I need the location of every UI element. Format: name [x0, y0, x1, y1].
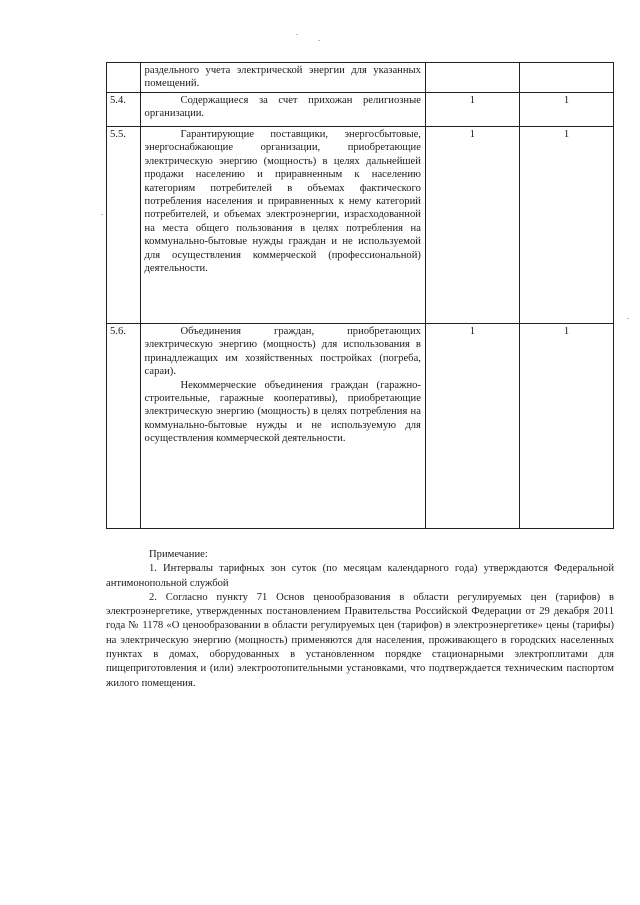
table-row: [107, 63, 614, 93]
scan-speck: [296, 34, 298, 35]
row-value-1: 1: [425, 324, 519, 529]
row-description: [140, 63, 425, 93]
row-number: 5.4.: [107, 93, 141, 127]
note-item-1: 1. Интервалы тарифных зон суток (по месяцам календарного года) утверждаются Федеральной антимонопольной службой: [106, 563, 614, 589]
table-row: [107, 127, 614, 324]
note-item-2: 2. Согласно пункту 71 Основ ценообразования в области регулируемых цен (тарифов) в электроэнергетике, утвержденных постановлением Правительства Российской Федерации от 29 декабря 2011 года № 1178 «О ценообразовании в области регулируемых цен (тарифов) в электроэнергетике» цены (тарифы) на электрическую энергию (мощность) применяются для населения, проживающего в городских населенных пунктах в домах, оборудованных в установленном порядке стационарными электроплитами для пищеприготовления и (или) электроотопительными установками, что подтверждается техническим паспортом жилого помещения.: [106, 591, 614, 689]
row-description: [140, 93, 425, 127]
row-paragraph: Некоммерческие объединения граждан (гаражно-строительные, гаражные кооперативы), приобретающие электрическую энергию (мощность) в целях потребления на коммунально-бытовые нужды и не используемую для осуществления коммерческой деятельности.: [144, 379, 421, 445]
row-value-2: 1: [519, 324, 613, 529]
table-row: [107, 93, 614, 127]
notes-section: [106, 548, 614, 691]
notes-heading: Примечание:: [149, 549, 208, 560]
row-value-1: 1: [425, 127, 519, 324]
row-value-2: 1: [519, 127, 613, 324]
row-paragraph: Объединения граждан, приобретающих электрическую энергию (мощность) для использования в принадлежащих им хозяйственных постройках (погреба, сараи).: [144, 326, 421, 378]
scan-speck: [318, 40, 320, 41]
row-description: [140, 127, 425, 324]
table-row: [107, 324, 614, 529]
row-number: 5.5.: [107, 127, 141, 324]
row-number: [107, 63, 141, 93]
row-description: [140, 324, 425, 529]
scan-speck: [101, 214, 103, 215]
row-value-1: 1: [425, 93, 519, 127]
row-value-1: [425, 63, 519, 93]
scan-speck: [627, 318, 629, 319]
row-value-2: [519, 63, 613, 93]
row-number: 5.6.: [107, 324, 141, 529]
row-paragraph: Гарантирующие поставщики, энергосбытовые, энергоснабжающие организации, приобретающие электрическую энергию (мощность) в целях дальнейшей продажи населению и приравненным к населению категориям потребителей в объемах фактического потребления населения и приравненных к нему категорий потребителей, и объемах электроэнергии, израсходованной на места общего пользования в целях потребления на коммунально-бытовые нужды граждан и не используемой для осуществления коммерческой (профессиональной) деятельности.: [144, 129, 421, 275]
row-paragraph: раздельного учета электрической энергии для указанных помещений.: [144, 65, 421, 90]
tariff-table: [106, 62, 614, 529]
row-paragraph: Содержащиеся за счет прихожан религиозные организации.: [144, 95, 421, 120]
row-value-2: 1: [519, 93, 613, 127]
